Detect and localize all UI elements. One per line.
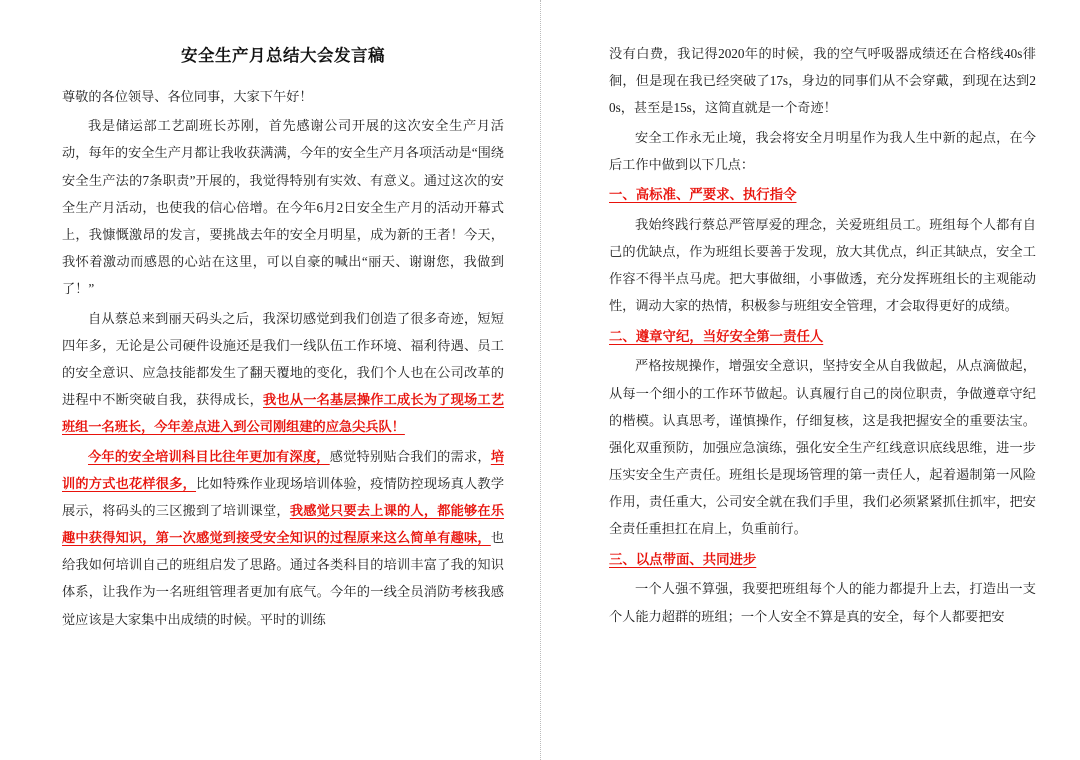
paragraph-3 (62, 443, 504, 633)
paragraph-1 (62, 112, 504, 302)
paragraph-3-text-2: 比如特殊作业现场培训体验，疫情防控现场真人教学展示，将码头的三区搬到了培训课堂， (62, 475, 505, 518)
paragraph-2-text: 自从蔡总来到丽天码头之后，我深切感觉到我们创造了很多奇迹，短短四年多，无论是公司硬件设施还是我们一线队伍工作环境、福利待遇、员工的安全意识、应急技能都发生了翻天覆地的变化，我们个人也在公司改革的进程中不断突破自我，获得成长， (62, 310, 504, 408)
heading-2: 二、遵章守纪，当好安全第一责任人 (609, 328, 824, 344)
paragraph-7: 严格按规操作，增强安全意识，坚持安全从自我做起，从点滴做起，从每一个细小的工作环节做起。认真履行自己的岗位职责，争做遵章守纪的楷模。认真思考，谨慎操作，仔细复核，这是我把握安全的重要法宝。强化双重预防，加强应急演练，强化安全生产红线意识底线思维，进一步压实安全生产责任。班组长是现场管理的第一责任人，起着遏制第一风险作用，责任重大，公司安全就在我们手里，我们必须紧紧抓住抓牢，把安全责任重担扛在肩上，负重前行。 (609, 358, 1036, 537)
paragraph-8: 一个人强不算强，我要把班组每个人的能力都提升上去，打造出一支个人能力超群的班组；一个人安全不算是真的安全，每个人都要把安 (609, 581, 1036, 624)
right-column (540, 0, 1080, 760)
paragraph-6: 我始终践行蔡总严管厚爱的理念，关爱班组员工。班组每个人都有自己的优缺点，作为班组长要善于发现，放大其优点，纠正其缺点，安全工作容不得半点马虎。把大事做细，小事做透，充分发挥班组长的主观能动性，调动大家的热情，积极参与班组安全管理，才会取得更好的成绩。 (609, 216, 1036, 314)
paragraph-3-highlight-1: 今年的安全培训科目比往年更加有深度， (88, 448, 330, 464)
paragraph-4: 没有白费，我记得2020年的时候，我的空气呼吸器成绩还在合格线40s徘徊，但是现在我已经突破了17s，身边的同事们从不会穿戴，到现在达到20s，甚至是15s，这简直就是一个奇迹！ (609, 46, 1036, 116)
paragraph-2-highlight: 我也从一名基层操作工成长为了现场工艺班组一名班长，今年差点进入到公司刚组建的应急尖兵队！ (62, 392, 505, 435)
paragraph-3-highlight-3: 我感觉只要去上课的人，都能够在乐趣中获得知识，第一次感觉到接受安全知识的过程原来这么简单有趣味， (62, 502, 505, 546)
paragraph-5: 安全工作永无止境，我会将安全月明星作为我人生中新的起点，在今后工作中做到以下几点： (609, 129, 1036, 172)
page-title: 安全生产月总结大会发言稿 (181, 46, 385, 65)
paragraph-3-text-3: 也给我如何培训自己的班组启发了思路。通过各类科目的培训丰富了我的知识体系，让我作为一名班组管理者更加有底气。今年的一线全员消防考核我感觉应该是大家集中出成绩的时候。平时的训练 (62, 530, 504, 627)
paragraph-3-highlight-2: 培训的方式也花样很多， (62, 448, 504, 491)
heading-3: 三、以点带面、共同进步 (609, 551, 757, 567)
paragraph-3-text-1: 感觉特别贴合我们的需求， (329, 448, 491, 464)
paragraph-1-text: 我是储运部工艺副班长苏刚，首先感谢公司开展的这次安全生产月活动，每年的安全生产月都让我收获满满，今年的安全生产月各项活动是“围绕安全生产法的7条职责”开展的，我觉得特别有实效、有意义。通过这次的安全生产月活动，也使我的信心倍增。在今年6月2日安全生产月的活动开幕式上，我慷慨激昂的发言，要挑战去年的安全月明星，成为新的王者！今天，我怀着激动而感恩的心站在这里，可以自豪的喊出“丽天、谢谢您，我做到了！” (62, 118, 504, 297)
salutation-paragraph: 尊敬的各位领导、各位同事，大家下午好！ (62, 89, 313, 105)
heading-1: 一、高标准、严要求、执行指令 (609, 186, 797, 202)
paragraph-2 (62, 305, 504, 441)
